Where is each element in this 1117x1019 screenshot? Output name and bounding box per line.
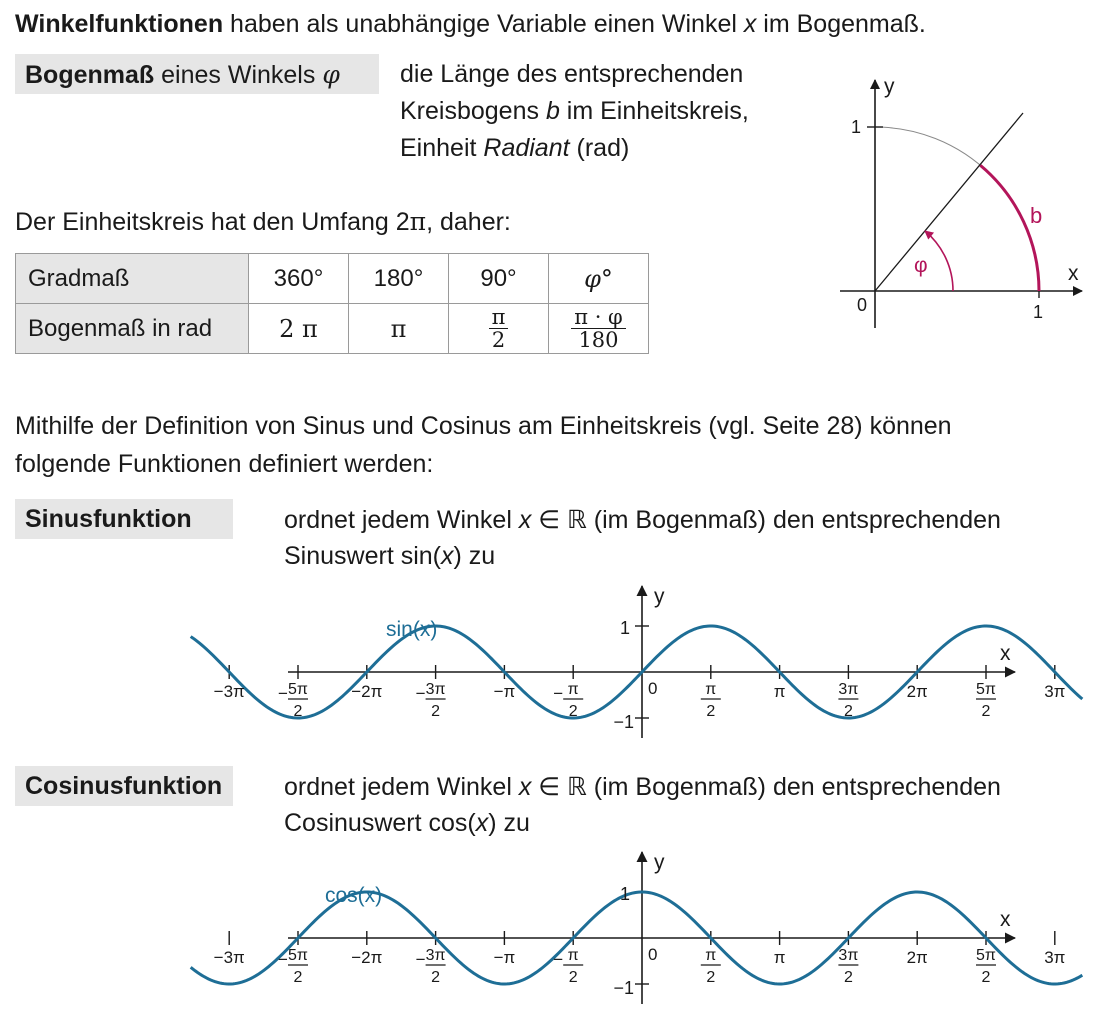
sin-tick-num: 5π <box>288 681 308 698</box>
cosinus-line-1-post: ∈ ℝ (im Bogenmaß) den entsprechenden <box>531 773 1001 801</box>
cos-tick-den: 2 <box>843 969 853 986</box>
cell-2pi: 2 π <box>249 304 349 354</box>
unit-circle-arc <box>875 127 1039 291</box>
phi-var: φ <box>322 60 340 89</box>
sin-tick-den: 2 <box>843 703 853 720</box>
intro-text-b: im Bogenmaß. <box>756 10 926 38</box>
cosinus-label: Cosinusfunktion <box>25 772 223 800</box>
cosine-axes <box>229 852 1055 1004</box>
sin-tick-den: 2 <box>293 703 303 720</box>
umfang-pi: π <box>409 207 427 236</box>
sinus-label: Sinusfunktion <box>25 505 192 533</box>
cos-tick-num: π <box>705 947 717 964</box>
cos-tick-den: 2 <box>568 969 578 986</box>
cell-90: 90° <box>449 254 549 304</box>
bogenmass-label <box>25 60 340 90</box>
sinus-line-1 <box>284 505 1001 535</box>
sin-x-axis-label: x <box>1000 642 1011 665</box>
cosinus-var-x: x <box>518 773 532 801</box>
cos-tick-num: 5π <box>976 947 996 964</box>
mithilfe-line-2: folgende Funktionen definiert werden: <box>15 450 434 478</box>
cos-tick-den: 2 <box>981 969 991 986</box>
bogenmass-line-3 <box>400 134 629 163</box>
cosinus-line-2-post: ) zu <box>488 809 530 837</box>
sin-tick-label: π <box>773 682 786 701</box>
intro-var: x <box>743 10 757 38</box>
sin-tick-den: 2 <box>981 703 991 720</box>
sin-y-minus-one-label: −1 <box>613 712 634 732</box>
cos-tick-label: −2π <box>351 948 383 967</box>
arc-var-b: b <box>545 97 560 125</box>
bogenmass-line-2-pre: Kreisbogens <box>400 97 546 125</box>
cosine-graph <box>213 846 1066 1006</box>
cosinus-line-1 <box>284 772 1001 802</box>
umfang-sentence <box>15 207 511 237</box>
fraction-den: 2 <box>491 328 506 352</box>
sin-tick-sign: − <box>553 684 564 703</box>
intro-text-a: haben als unabhängige Variable einen Winkel <box>223 10 744 38</box>
fraction-pi-phi-180 <box>571 306 626 351</box>
sin-tick-label: −π <box>493 682 516 701</box>
cos-tick-label: π <box>773 948 786 967</box>
sin-tick-num: 3π <box>838 681 859 698</box>
cos-y-axis-label: y <box>654 851 665 874</box>
phi-label: φ <box>914 254 928 277</box>
sin-tick-label: −3π <box>213 682 245 701</box>
row-label-gradmass: Gradmaß <box>16 254 249 304</box>
sinus-var-x: x <box>518 506 532 534</box>
cos-x-axis-label: x <box>1000 908 1011 931</box>
bogenmass-line-3-pre: Einheit <box>400 134 484 162</box>
cos-tick-sign: − <box>553 950 564 969</box>
sin-tick-num: 3π <box>425 681 446 698</box>
sin-y-axis-label: y <box>654 585 665 608</box>
cosinus-line-2-var: x <box>475 809 489 837</box>
sinus-line-2-pre: Sinuswert sin( <box>284 542 441 570</box>
table-row-radians <box>16 304 649 354</box>
cell-pi-phi-180 <box>549 304 649 354</box>
cos-zero-label: 0 <box>648 945 658 964</box>
intro-sentence <box>15 10 926 39</box>
fraction-pi-half <box>489 306 509 351</box>
sin-tick-label: 2π <box>906 682 928 701</box>
fraction-den: 180 <box>578 328 619 352</box>
sin-tick-den: 2 <box>706 703 716 720</box>
cos-tick-label: −π <box>493 948 516 967</box>
sine-graph <box>213 580 1066 740</box>
cos-tick-label: 3π <box>1044 948 1066 967</box>
cosinus-line-2 <box>284 809 530 838</box>
sinus-line-1-post: ∈ ℝ (im Bogenmaß) den entsprechenden <box>531 506 1001 534</box>
umfang-post: , daher: <box>426 208 511 236</box>
bogenmass-label-rest: eines Winkels <box>154 61 323 89</box>
cos-tick-den: 2 <box>706 969 716 986</box>
cos-y-minus-one-label: −1 <box>613 978 634 998</box>
x-one-label: 1 <box>1033 302 1044 322</box>
sine-curve-label: sin(x) <box>386 618 438 641</box>
cos-tick-num: 3π <box>425 947 446 964</box>
sin-tick-num: π <box>567 681 579 698</box>
fraction-num: π · φ <box>571 306 626 329</box>
sin-tick-sign: − <box>278 684 288 703</box>
sin-tick-den: 2 <box>431 703 441 720</box>
bogenmass-line-1: die Länge des entsprechenden <box>400 60 744 88</box>
cos-tick-den: 2 <box>293 969 303 986</box>
mithilfe-line-1: Mithilfe der Definition von Sinus und Cosinus am Einheitskreis (vgl. Seite 28) können <box>15 412 952 440</box>
cell-pi-half <box>449 304 549 354</box>
cos-tick-sign: − <box>278 950 288 969</box>
sine-axes <box>229 586 1055 738</box>
sine-tick-labels <box>214 585 1066 732</box>
intro-term: Winkelfunktionen <box>15 10 224 38</box>
y-one-label: 1 <box>851 117 862 137</box>
sin-tick-num: π <box>705 681 717 698</box>
cos-tick-den: 2 <box>431 969 441 986</box>
cos-tick-sign: − <box>415 950 426 969</box>
cosine-tick-labels <box>214 851 1066 998</box>
sin-tick-sign: − <box>415 684 426 703</box>
table-row-degrees <box>16 254 649 304</box>
cos-tick-label: −3π <box>213 948 245 967</box>
fraction-num: π <box>489 306 509 329</box>
y-axis-label: y <box>884 75 895 98</box>
x-axis-label: x <box>1068 262 1079 285</box>
cell-pi: π <box>349 304 449 354</box>
sinus-line-2 <box>284 542 495 571</box>
sin-zero-label: 0 <box>648 679 658 698</box>
sin-tick-den: 2 <box>568 703 578 720</box>
cosine-curve-label: cos(x) <box>325 884 383 907</box>
cell-180: 180° <box>349 254 449 304</box>
sinus-line-2-var: x <box>441 542 454 570</box>
origin-label: 0 <box>857 295 868 315</box>
sin-y-one-label: 1 <box>619 618 630 638</box>
bogenmass-line-2 <box>400 97 749 126</box>
cos-tick-num: 5π <box>288 947 308 964</box>
sin-tick-num: 5π <box>976 681 996 698</box>
sin-tick-label: −2π <box>351 682 383 701</box>
cos-y-one-label: 1 <box>619 884 630 904</box>
arc-b <box>980 165 1039 291</box>
conversion-table <box>15 253 649 354</box>
cos-tick-label: 2π <box>906 948 928 967</box>
bogenmass-term: Bogenmaß <box>25 61 155 89</box>
cos-tick-num: π <box>567 947 579 964</box>
unit-circle-diagram <box>820 60 1100 340</box>
bogenmass-line-2-post: im Einheitskreis, <box>559 97 749 125</box>
bogenmass-line-3-post: (rad) <box>569 134 630 162</box>
cell-360: 360° <box>249 254 349 304</box>
cell-phi-deg: φ° <box>549 254 649 304</box>
b-label: b <box>1030 203 1043 228</box>
radiant-term: Radiant <box>483 134 570 162</box>
umfang-pre: Der Einheitskreis hat den Umfang 2 <box>15 208 410 236</box>
row-label-bogenmass: Bogenmaß in rad <box>16 304 249 354</box>
sinus-line-2-post: ) zu <box>453 542 496 570</box>
sin-tick-label: 3π <box>1044 682 1066 701</box>
angle-arc-phi <box>925 231 953 291</box>
cosinus-line-1-pre: ordnet jedem Winkel <box>284 773 519 801</box>
cosinus-line-2-pre: Cosinuswert cos( <box>284 809 476 837</box>
cos-tick-num: 3π <box>838 947 859 964</box>
sinus-line-1-pre: ordnet jedem Winkel <box>284 506 519 534</box>
